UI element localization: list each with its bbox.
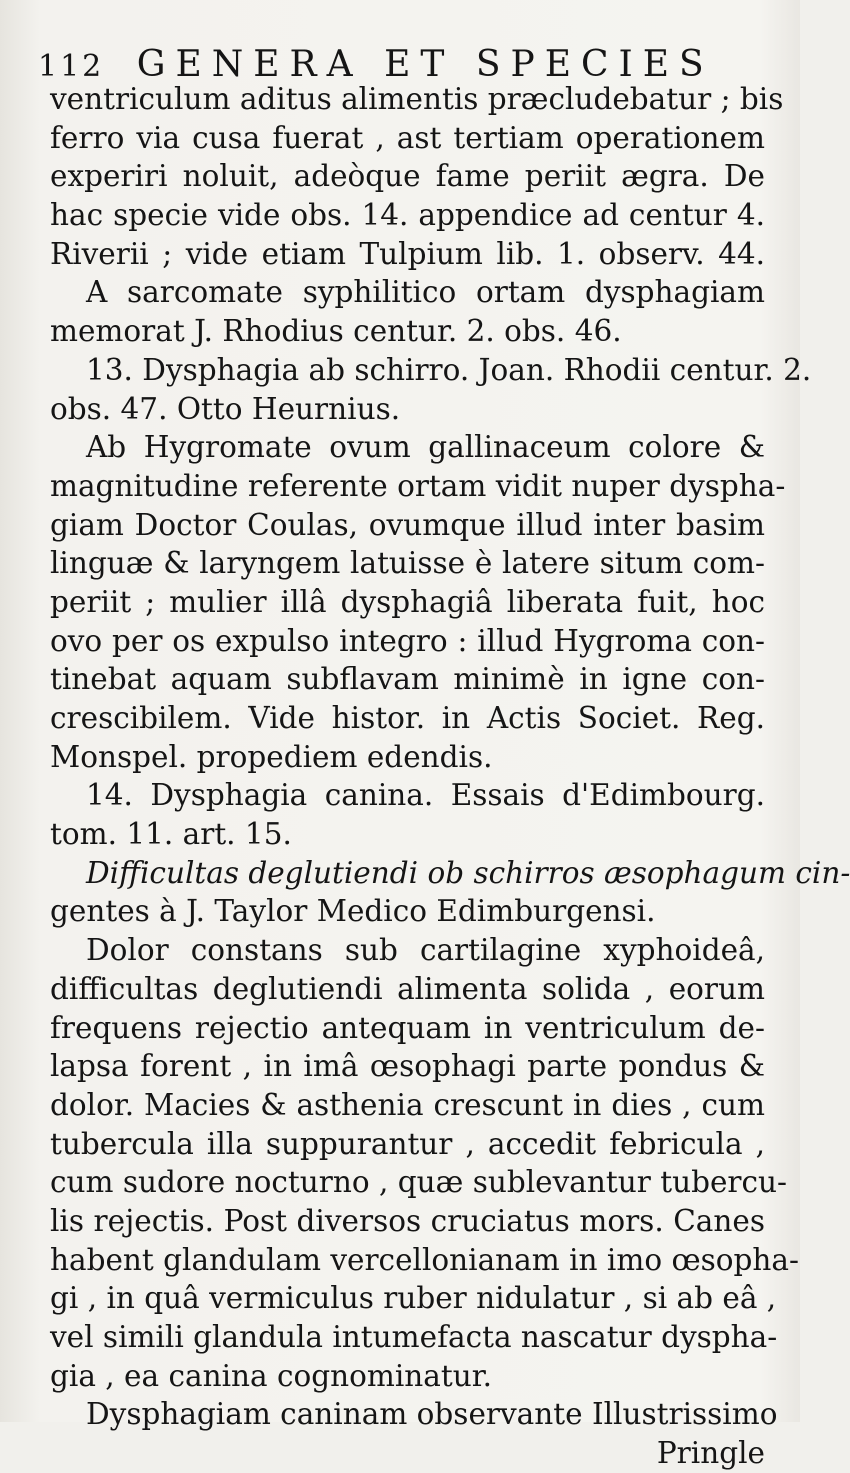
- text-line: 14. Dysphagia canina. Essais d'Edimbourg.: [86, 778, 765, 813]
- text-line: Monspel. propediem edendis.: [50, 739, 493, 774]
- text-line: gi , in quâ vermiculus ruber nidulatur , si ab eâ ,: [50, 1281, 777, 1316]
- running-title: GENERA ET SPECIES: [136, 44, 714, 85]
- text-line: gentes à J. Taylor Medico Edimburgensi.: [50, 894, 656, 929]
- body-text: [50, 80, 850, 1473]
- text-line: magnitudine referente ortam vidit nuper dyspha-: [50, 468, 786, 503]
- text-line: lis rejectis. Post diversos cruciatus mors. Canes: [50, 1203, 765, 1238]
- text-line: ferro via cusa fuerat , ast tertiam operationem: [50, 120, 765, 155]
- text-line: crescibilem. Vide histor. in Actis Societ. Reg.: [50, 701, 765, 735]
- catchword-line: Pringle: [656, 1436, 765, 1471]
- text-line: tinebat aquam subflavam minimè in igne con-: [50, 662, 765, 697]
- text-line: periit ; mulier illâ dysphagiâ liberata fuit, hoc: [50, 584, 765, 619]
- text-line: giam Doctor Coulas, ovumque illud inter basim: [50, 507, 765, 542]
- text-line: 13. Dysphagia ab schirro. Joan. Rhodii centur. 2.: [86, 352, 812, 387]
- text-line: dolor. Macies & asthenia crescunt in dies , cum: [50, 1087, 765, 1122]
- text-line: tom. 11. art. 15.: [50, 817, 292, 852]
- text-line: Ab Hygromate ovum gallinaceum colore &: [86, 430, 765, 465]
- text-line: cum sudore nocturno , quæ sublevantur tubercu-: [50, 1165, 787, 1200]
- text-line: difficultas deglutiendi alimenta solida , eorum: [50, 971, 765, 1006]
- text-line: lapsa forent , in imâ œsophagi parte pondus &: [50, 1049, 765, 1084]
- text-line: linguæ & laryngem latuisse è latere situm com-: [50, 546, 765, 581]
- text-line: hac specie vide obs. 14. appendice ad centur 4.: [50, 198, 765, 233]
- text-line: Dysphagiam caninam observante Illustrissimo: [86, 1397, 778, 1432]
- text-line: frequens rejectio antequam in ventriculum de-: [50, 1010, 765, 1045]
- text-line: Riverii ; vide etiam Tulpium lib. 1. observ. 44.: [50, 236, 765, 271]
- text-line: obs. 47. Otto Heurnius.: [50, 391, 401, 426]
- text-line: tubercula illa suppurantur , accedit febricula ,: [50, 1126, 765, 1161]
- text-line: ventriculum aditus alimentis præcludebatur ; bis: [50, 82, 784, 116]
- text-line: memorat J. Rhodius centur. 2. obs. 46.: [50, 314, 622, 349]
- text-line: A sarcomate syphilitico ortam dysphagiam: [86, 275, 765, 310]
- text-line: experiri noluit, adeòque fame periit ægra. De: [50, 159, 765, 194]
- text-line: vel simili glandula intumefacta nascatur dyspha-: [50, 1320, 778, 1354]
- text-line: Dolor constans sub cartilagine xyphoideâ,: [86, 933, 765, 968]
- text-line: Difficultas deglutiendi ob schirros æsophagum cin-: [86, 855, 850, 890]
- page-number: 112: [38, 49, 105, 84]
- text-line: habent glandulam vercellonianam in imo œsopha-: [50, 1242, 799, 1277]
- text-line: ovo per os expulso integro : illud Hygroma con-: [50, 623, 765, 658]
- text-line: gia , ea canina cognominatur.: [50, 1358, 492, 1393]
